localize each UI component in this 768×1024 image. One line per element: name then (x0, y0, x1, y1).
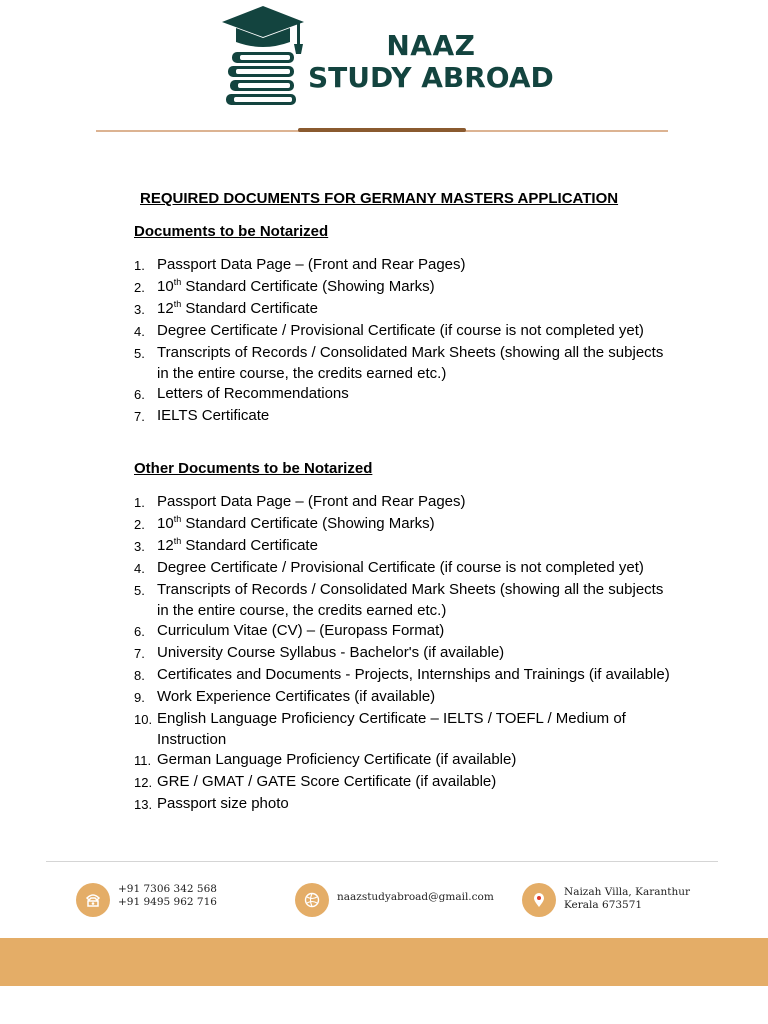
brand-line-1: NAAZ (386, 29, 476, 62)
list-item (134, 750, 674, 772)
list-item-number: 5. (134, 346, 145, 361)
list-item-number: 9. (134, 690, 145, 705)
item-rest-text: Standard Certificate (181, 537, 318, 554)
list-item-text (157, 536, 674, 558)
list-item-number: 3. (134, 302, 145, 317)
list-item (134, 536, 674, 558)
list-item-text: Passport Data Page – (Front and Rear Pages) (157, 256, 466, 273)
email-address[interactable]: naazstudyabroad@gmail.com (337, 891, 494, 903)
list-item-number: 1. (134, 258, 145, 273)
address-line-1: Naizah Villa, Karanthur (564, 886, 691, 898)
list-item-text: Passport size photo (157, 795, 289, 812)
grade-number: 10 (157, 515, 174, 532)
list-item-number: 6. (134, 387, 145, 402)
list-item-number: 1. (134, 495, 145, 510)
list-item-text: Work Experience Certificates (if available) (157, 688, 436, 705)
section-heading-other-notarized: Other Documents to be Notarized (134, 460, 373, 477)
item-rest-text: Standard Certificate (Showing Marks) (181, 515, 435, 532)
ordinal-suffix: th (173, 514, 182, 524)
list-item-number: 12. (134, 775, 153, 790)
ordinal-suffix: th (173, 299, 182, 309)
list-item-number: 3. (134, 539, 145, 554)
item-rest-text: Standard Certificate (181, 300, 318, 317)
grade-number: 10 (157, 278, 174, 295)
list-item-number: 2. (134, 517, 145, 532)
list-item-number: 7. (134, 646, 145, 661)
phone-number-1[interactable]: +91 7306 342 568 (118, 883, 217, 895)
phone-icon (76, 883, 110, 917)
list-item-number: 11. (134, 753, 152, 768)
graduation-cap-books-icon (218, 4, 308, 108)
contact-phone (76, 883, 217, 917)
list-item (134, 772, 674, 794)
list-item (134, 299, 674, 321)
contact-email (295, 883, 494, 917)
list-item-text (157, 277, 674, 299)
list-item-text: German Language Proficiency Certificate (if available) (157, 751, 517, 768)
list-item-number: 6. (134, 624, 145, 639)
list-item-number: 4. (134, 324, 145, 339)
ordinal-suffix: th (173, 536, 182, 546)
header-divider-accent (298, 128, 466, 132)
list-item-text: Letters of Recommendations (157, 385, 349, 402)
document-title: REQUIRED DOCUMENTS FOR GERMANY MASTERS APPLICATION (140, 190, 619, 207)
list-item (134, 643, 674, 665)
brand-line-2: STUDY ABROAD (308, 61, 554, 94)
contact-address (522, 883, 690, 917)
list-item-text: GRE / GMAT / GATE Score Certificate (if available) (157, 773, 497, 790)
notarized-documents-list (134, 255, 674, 428)
list-item-text: University Course Syllabus - Bachelor's (if available) (157, 644, 505, 661)
list-item-text: Degree Certificate / Provisional Certificate (if course is not completed yet) (157, 322, 644, 339)
grade-number: 12 (157, 300, 174, 317)
list-item (134, 255, 674, 277)
list-item (134, 580, 674, 621)
section-heading-notarized: Documents to be Notarized (134, 223, 329, 240)
list-item (134, 687, 674, 709)
list-item-number: 13. (134, 797, 153, 812)
list-item-text (157, 514, 674, 536)
list-item (134, 343, 674, 384)
list-item-number: 8. (134, 668, 145, 683)
list-item (134, 558, 674, 580)
list-item (134, 794, 674, 816)
list-item (134, 492, 674, 514)
list-item (134, 621, 674, 643)
phone-number-2[interactable]: +91 9495 962 716 (118, 896, 217, 908)
list-item (134, 665, 674, 687)
list-item (134, 709, 674, 750)
list-item-number: 10. (134, 712, 153, 727)
list-item-text: IELTS Certificate (157, 407, 270, 424)
list-item-number: 4. (134, 561, 145, 576)
list-item-number: 7. (134, 409, 145, 424)
list-item (134, 321, 674, 343)
footer-band (0, 938, 768, 986)
list-item-number: 2. (134, 280, 145, 295)
grade-number: 12 (157, 537, 174, 554)
globe-icon (295, 883, 329, 917)
list-item-text (157, 299, 674, 321)
item-rest-text: Standard Certificate (Showing Marks) (181, 278, 435, 295)
list-item (134, 406, 674, 428)
list-item-text: Curriculum Vitae (CV) – (Europass Format) (157, 622, 445, 639)
list-item (134, 277, 674, 299)
brand-name (308, 30, 554, 94)
location-pin-icon (522, 883, 556, 917)
list-item-text: Certificates and Documents - Projects, Internships and Trainings (if available) (157, 666, 670, 683)
list-item-text: Degree Certificate / Provisional Certificate (if course is not completed yet) (157, 559, 644, 576)
list-item (134, 384, 674, 406)
list-item (134, 514, 674, 536)
list-item-text: English Language Proficiency Certificate – IELTS / TOEFL / Medium of Instruction (157, 710, 626, 748)
list-item-text: Transcripts of Records / Consolidated Mark Sheets (showing all the subjects in the entire course, the credits earned etc.) (157, 344, 664, 382)
address-line-2: Kerala 673571 (564, 899, 643, 911)
ordinal-suffix: th (173, 277, 182, 287)
other-documents-list (134, 492, 674, 816)
list-item-number: 5. (134, 583, 145, 598)
footer-divider (46, 861, 718, 862)
list-item-text: Passport Data Page – (Front and Rear Pages) (157, 493, 466, 510)
list-item-text: Transcripts of Records / Consolidated Mark Sheets (showing all the subjects in the entire course, the credits earned etc.) (157, 581, 664, 619)
